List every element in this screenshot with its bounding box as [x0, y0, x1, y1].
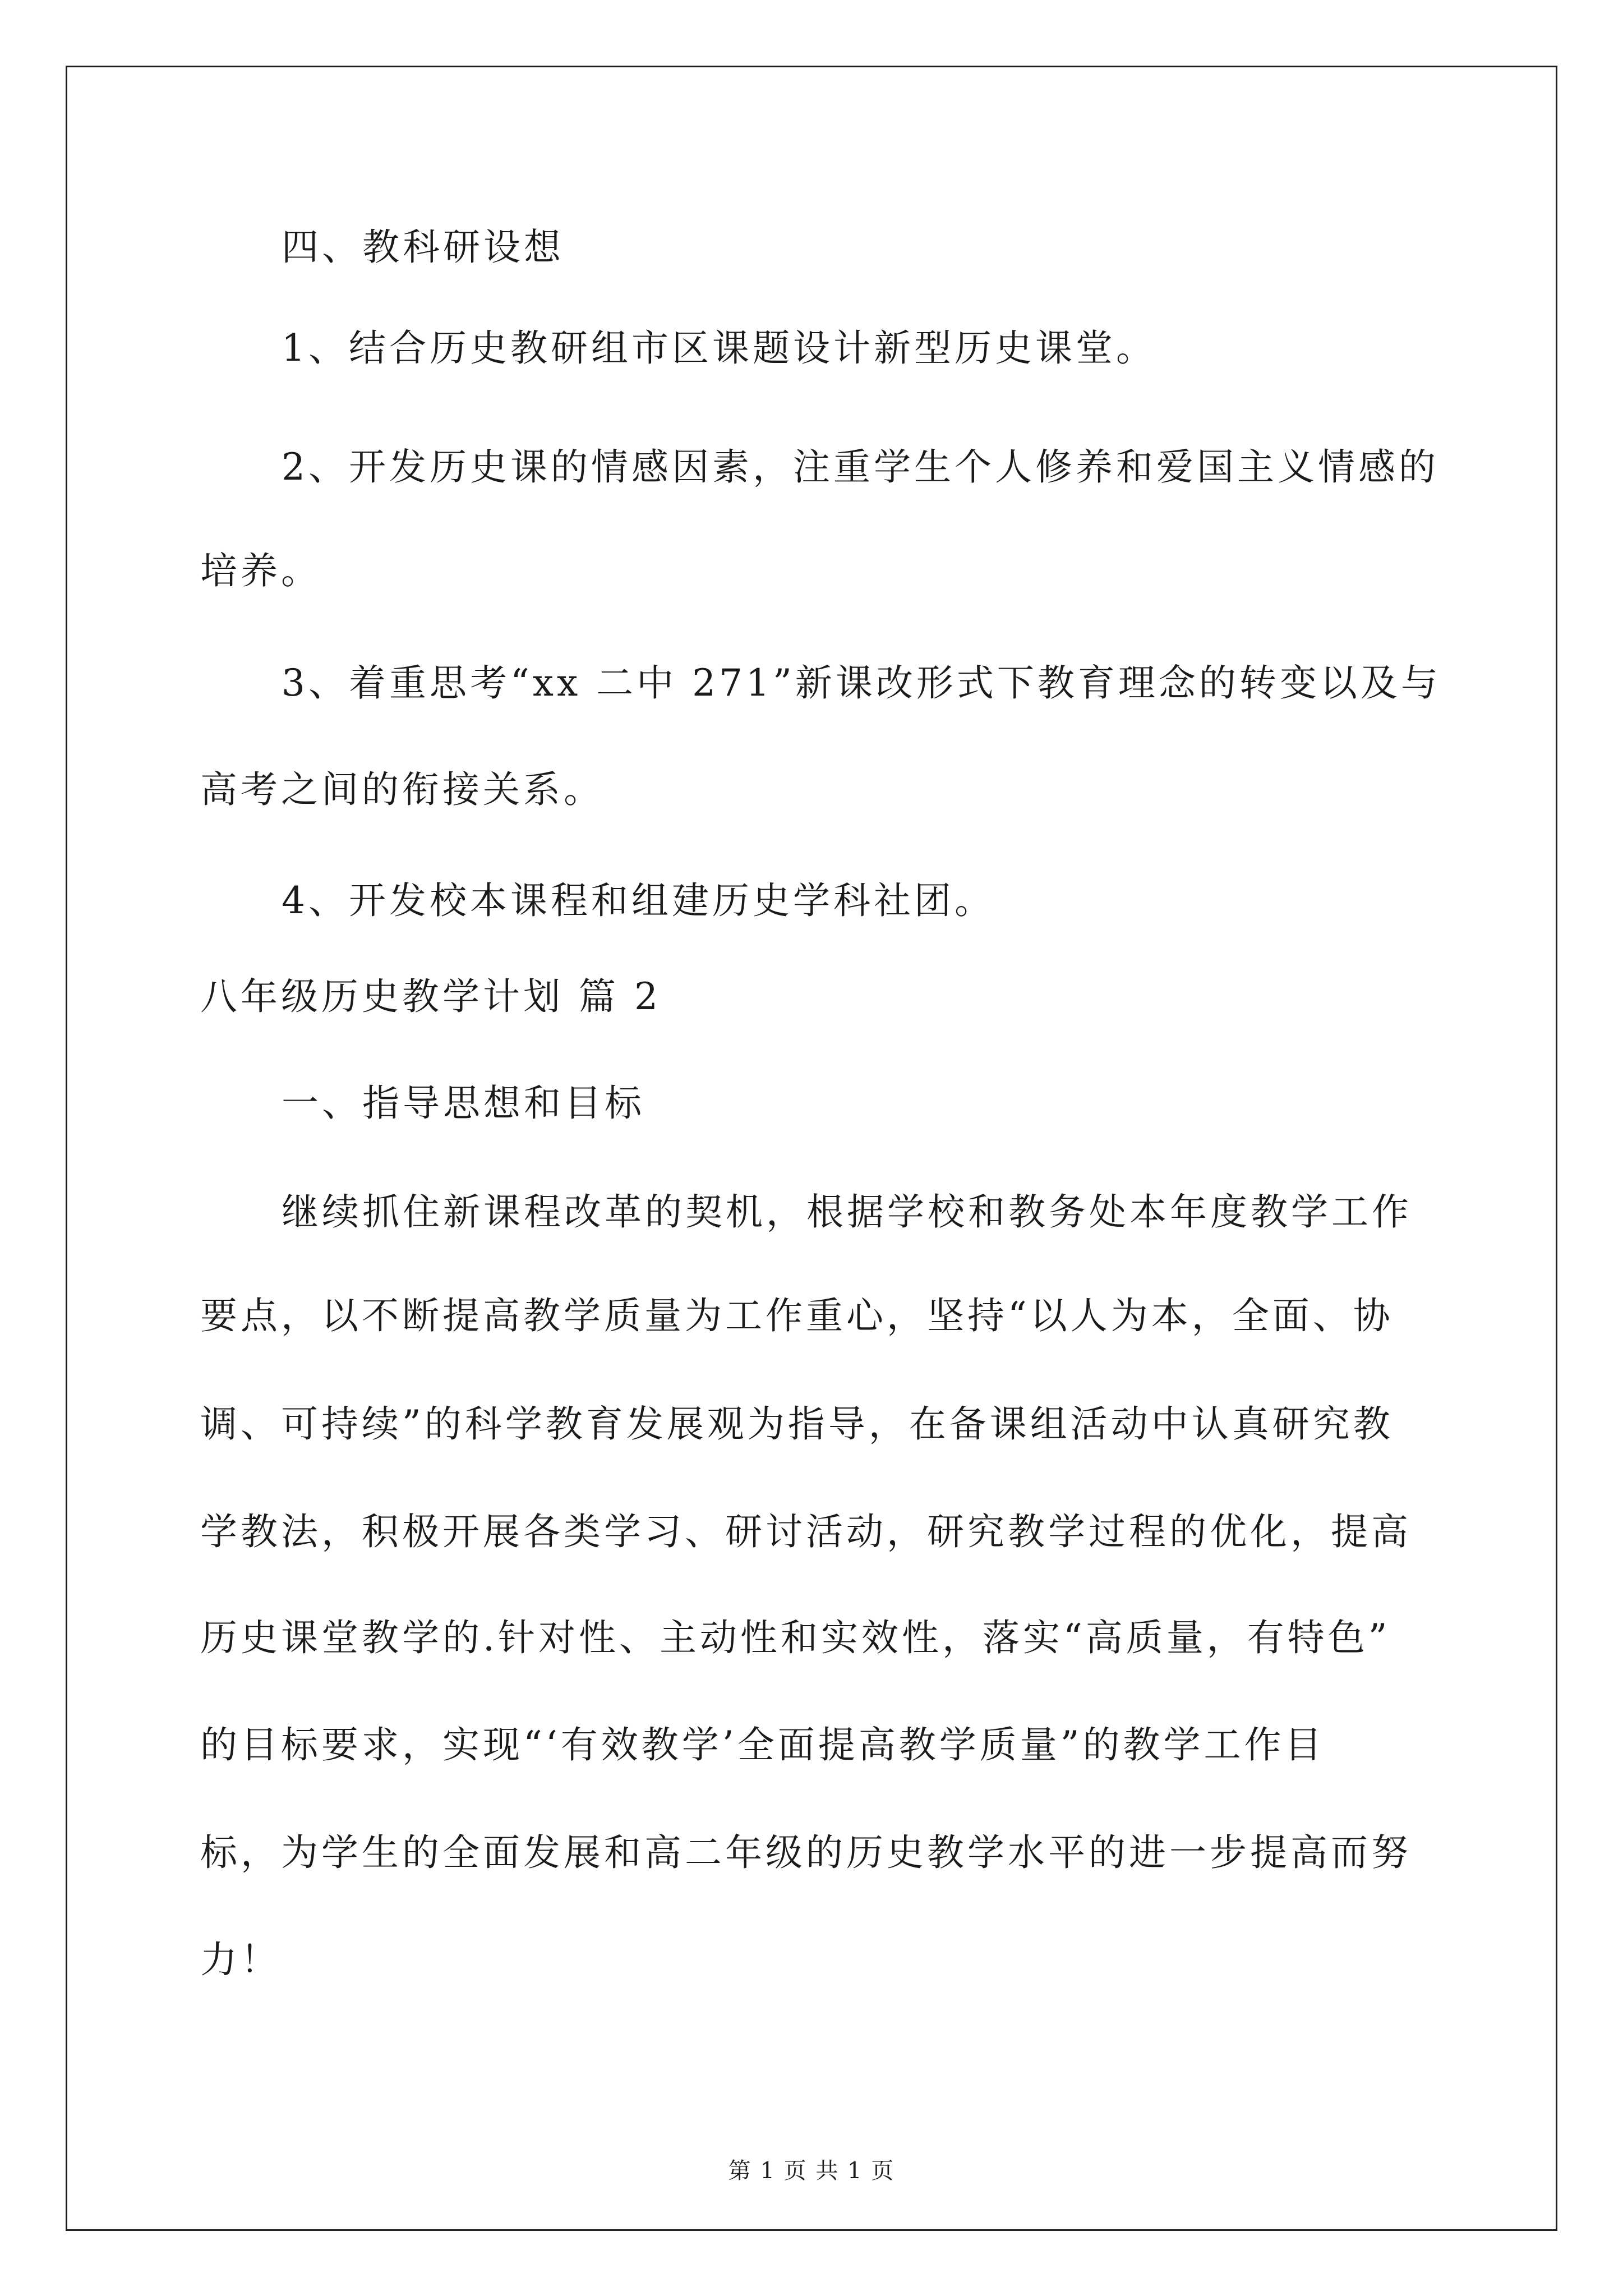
paragraph-line: 要点，以不断提高教学质量为工作重心，坚持“以人为本，全面、协 — [200, 1294, 1394, 1337]
paragraph-line: 1、结合历史教研组市区课题设计新型历史课堂。 — [282, 326, 1156, 370]
section-heading: 一、指导思想和目标 — [282, 1082, 645, 1125]
page-footer: 第 1 页 共 1 页 — [728, 2158, 895, 2184]
paragraph-line: 培养。 — [200, 549, 321, 592]
paragraph-line: 继续抓住新课程改革的契机，根据学校和教务处本年度教学工作 — [282, 1190, 1412, 1234]
section-heading: 四、教科研设想 — [282, 226, 564, 269]
article-title: 八年级历史教学计划 篇 2 — [200, 975, 661, 1018]
paragraph-line: 标，为学生的全面发展和高二年级的历史教学水平的进一步提高而努 — [200, 1831, 1412, 1874]
paragraph-line: 4、开发校本课程和组建历史学科社团。 — [282, 879, 995, 922]
paragraph-line: 高考之间的衔接关系。 — [200, 768, 604, 811]
paragraph-line: 力！ — [200, 1938, 281, 1981]
page-border — [66, 66, 1557, 2231]
paragraph-line: 2、开发历史课的情感因素，注重学生个人修养和爱国主义情感的 — [282, 445, 1439, 489]
paragraph-line: 学教法，积极开展各类学习、研讨活动，研究教学过程的优化，提高 — [200, 1510, 1412, 1553]
paragraph-line: 3、着重思考“xx 二中 271”新课改形式下教育理念的转变以及与 — [282, 661, 1441, 705]
paragraph-line: 调、可持续”的科学教育发展观为指导，在备课组活动中认真研究教 — [200, 1402, 1394, 1446]
paragraph-line: 的目标要求，实现“‘有效教学’全面提高教学质量”的教学工作目 — [200, 1723, 1325, 1766]
paragraph-line: 历史课堂教学的.针对性、主动性和实效性，落实“高质量，有特色” — [200, 1616, 1391, 1659]
